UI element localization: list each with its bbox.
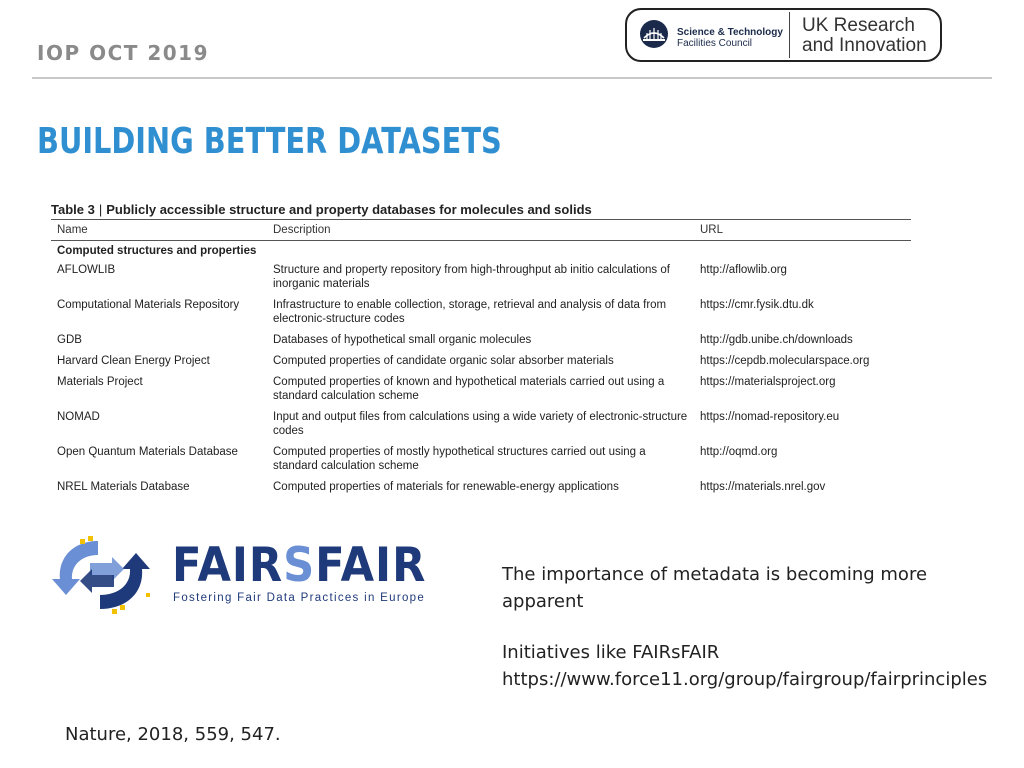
db-url: https://materialsproject.org — [700, 376, 836, 388]
stfc-ukri-logo — [625, 8, 942, 62]
fairsfair-word-accent: S — [283, 538, 316, 593]
db-url: http://gdb.unibe.ch/downloads — [700, 334, 853, 346]
table-number: Table 3 — [51, 202, 95, 217]
caption-separator: | — [98, 202, 103, 217]
db-url: http://oqmd.org — [700, 446, 778, 458]
header-divider — [32, 77, 992, 79]
stfc-name — [677, 27, 783, 49]
db-description: Computed properties of materials for renewable-energy applications — [273, 481, 619, 493]
table-row — [51, 443, 911, 478]
table-row — [51, 261, 911, 296]
db-description: Computed properties of mostly hypothetical structures carried out using a standard calculation scheme — [273, 446, 646, 472]
table-header-row — [51, 220, 911, 240]
db-name: Computational Materials Repository — [57, 299, 240, 311]
ukri-line-2: and Innovation — [802, 35, 927, 56]
db-description: Structure and property repository from high-throughput ab initio calculations of inorganic materials — [273, 264, 670, 290]
table-row — [51, 478, 911, 499]
stfc-emblem-icon — [639, 19, 669, 49]
ukri-name — [802, 16, 927, 56]
header-name: Name — [57, 224, 88, 236]
db-name: Harvard Clean Energy Project — [57, 355, 210, 367]
header-url: URL — [700, 224, 724, 236]
metadata-statement: The importance of metadata is becoming more apparent — [502, 564, 928, 612]
fairsfair-word-part2: FAIR — [315, 538, 427, 593]
citation: Nature, 2018, 559, 547. — [65, 724, 281, 745]
fairsfair-arrows-icon — [50, 535, 155, 615]
fairsfair-tagline: Fostering Fair Data Practices in Europe — [173, 592, 426, 604]
header-description: Description — [273, 224, 331, 236]
db-name: NOMAD — [57, 411, 100, 423]
table-row — [51, 331, 911, 352]
table-caption — [51, 201, 911, 219]
event-label: IOP OCT 2019 — [37, 41, 210, 65]
db-description: Input and output files from calculations using a wide variety of electronic-structure codes — [273, 411, 688, 437]
db-name: NREL Materials Database — [57, 481, 190, 493]
db-name: Materials Project — [57, 376, 143, 388]
slide-title: BUILDING BETTER DATASETS — [37, 121, 502, 162]
stfc-line-2: Facilities Council — [677, 38, 753, 49]
db-name: Open Quantum Materials Database — [57, 446, 238, 458]
db-description: Databases of hypothetical small organic molecules — [273, 334, 532, 346]
fairsfair-initiative-text: Initiatives like FAIRsFAIR https://www.force11.org/group/fairgroup/fairprinciples — [502, 642, 988, 690]
stfc-line-1: Science & Technology — [677, 27, 783, 38]
db-description: Computed properties of candidate organic solar absorber materials — [273, 355, 614, 367]
logo-divider — [789, 12, 790, 58]
db-description: Infrastructure to enable collection, storage, retrieval and analysis of data from electronic-structure codes — [273, 299, 667, 325]
database-table — [51, 201, 911, 499]
fairsfair-wordmark — [172, 538, 426, 593]
db-name: GDB — [57, 334, 82, 346]
table-section-heading: Computed structures and properties — [57, 245, 257, 257]
table-caption-text: Publicly accessible structure and property databases for molecules and solids — [106, 202, 592, 217]
db-url: https://cepdb.molecularspace.org — [700, 355, 870, 367]
fairsfair-word-part1: FAIR — [172, 538, 284, 593]
table-row — [51, 296, 911, 331]
db-url: https://materials.nrel.gov — [700, 481, 826, 493]
table-row — [51, 373, 911, 408]
ukri-line-1: UK Research — [802, 15, 915, 36]
table-row — [51, 352, 911, 373]
db-description: Computed properties of known and hypothetical materials carried out using a standard calculation scheme — [273, 376, 665, 402]
db-url: https://nomad-repository.eu — [700, 411, 840, 423]
db-name: AFLOWLIB — [57, 264, 116, 276]
db-url: https://cmr.fysik.dtu.dk — [700, 299, 814, 311]
db-url: http://aflowlib.org — [700, 264, 787, 276]
table-row — [51, 408, 911, 443]
